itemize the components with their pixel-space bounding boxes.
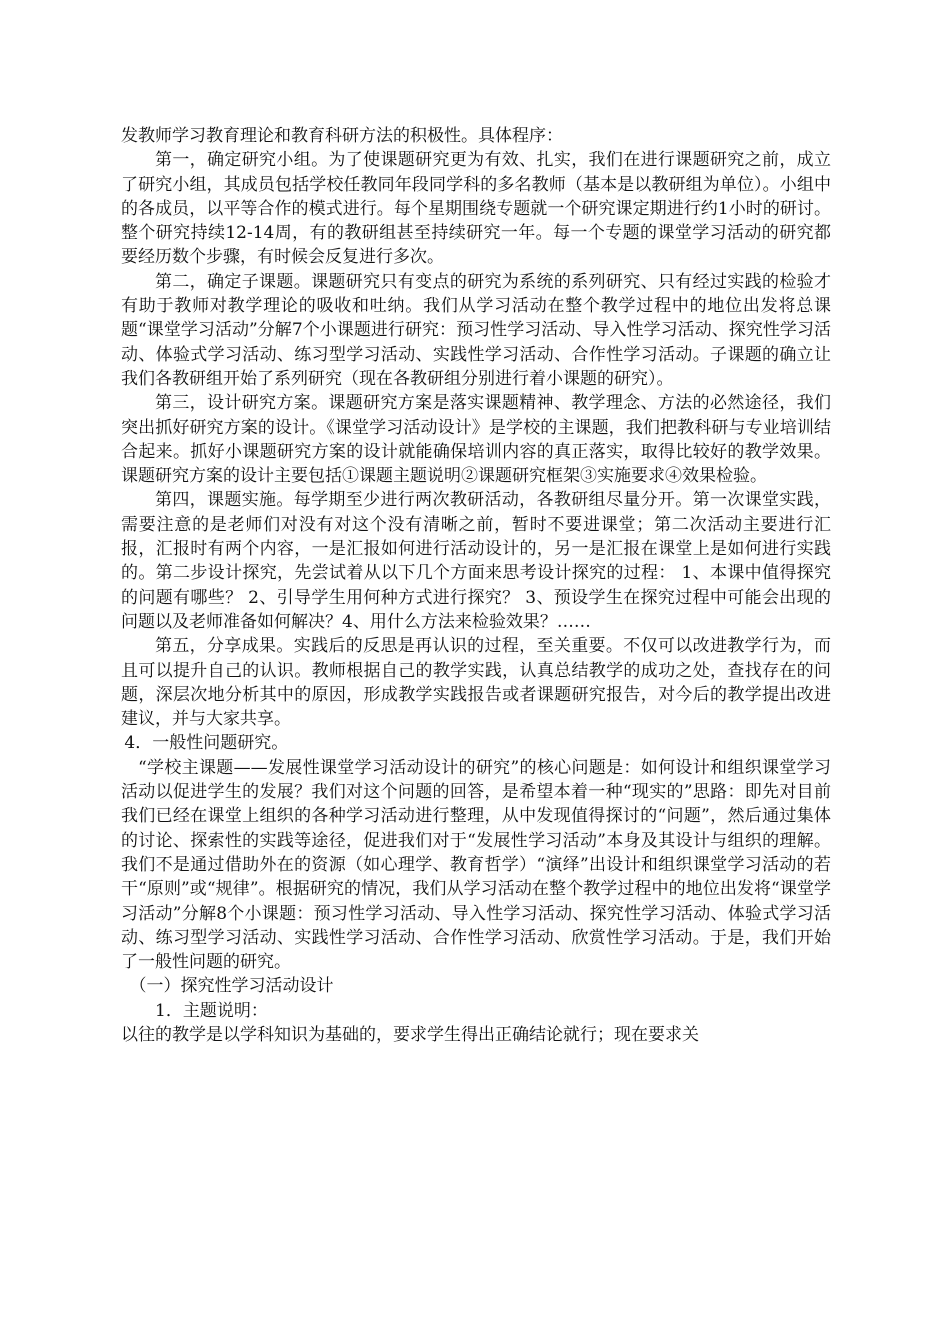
section-heading-general-research: 4．一般性问题研究。 [124, 733, 289, 754]
paragraph-core-question: “学校主课题——发展性课堂学习活动设计的研究”的核心问题是：如何设计和组织课堂学习活动以促进学生的发展？我们对这个问题的回答，是希望本着一种“现实的”思路：即先对目前我们已经在课堂上组织的各种学习活动进行整理，从中发现值得探讨的“问题”，然后通过集体的讨论、探索性的实践等途径，促进我们对于“发展性学习活动”本身及其设计与组织的理解。我们不是通过借助外在的资源（如心理学、教育哲学）“演绎”出设计和组织课堂学习活动的若干“原则”或“规律”。根据研究的情况，我们从学习活动在整个教学过程中的地位出发将“课堂学习活动”分解8个小课题：预习性学习活动、导入性学习活动、探究性学习活动、体验式学习活动、练习型学习活动、实践性学习活动、合作性学习活动、欣赏性学习活动。于是，我们开始了一般性问题的研究。 [121, 757, 831, 973]
paragraph-step-four: 第四，课题实施。每学期至少进行两次教研活动，各教研组尽量分开。第一次课堂实践，需要注意的是老师们对没有对这个没有清晰之前，暂时不要进课堂；第二次活动主要进行汇报，汇报时有两个内容，一是汇报如何进行活动设计的，另一是汇报在课堂上是如何进行实践的。第二步设计探究，先尝试着从以下几个方面来思考设计探究的过程： 1、本课中值得探究的问题有哪些？ 2、引导学生用何种方式进行探究？ 3、预设学生在探究过程中可能会出现的问题以及老师准备如何解决？4、用什么方法来检验效果？…… [121, 490, 831, 632]
item-heading-topic-explanation: 1．主题说明： [155, 1000, 268, 1021]
paragraph-step-two: 第二，确定子课题。课题研究只有变点的研究为系统的系列研究、只有经过实践的检验才有助于教师对教学理论的吸收和吐纳。我们从学习活动在整个教学过程中的地位出发将总课题“课堂学习活动”分解7个小课题进行研究：预习性学习活动、导入性学习活动、探究性学习活动、体验式学习活动、练习型学习活动、实践性学习活动、合作性学习活动。子课题的确立让我们各教研组开始了系列研究（现在各教研组分别进行着小课题的研究）。 [121, 271, 831, 389]
paragraph-step-one: 第一，确定研究小组。为了使课题研究更为有效、扎实，我们在进行课题研究之前，成立了研究小组，其成员包括学校任教同年段同学科的多名教师（基本是以教研组为单位）。小组中的各成员，以平等合作的模式进行。每个星期围绕专题就一个研究课定期进行约1小时的研讨。整个研究持续12-14周，有的教研组甚至持续研究一年。每一个专题的课堂学习活动的研究都要经历数个步骤，有时候会反复进行多次。 [121, 150, 831, 268]
subsection-heading-inquiry-activity: （一）探究性学习活动设计 [129, 976, 334, 997]
paragraph-intro-continuation: 发教师学习教育理论和教育科研方法的积极性。具体程序： [121, 126, 563, 146]
paragraph-step-five: 第五，分享成果。实践后的反思是再认识的过程，至关重要。不仅可以改进教学行为，而且可以提升自己的认识。教师根据自己的教学实践，认真总结教学的成功之处，查找存在的问题，深层次地分析其中的原因，形成教学实践报告或者课题研究报告，对今后的教学提出改进建议，并与大家共享。 [121, 636, 831, 730]
paragraph-step-three: 第三，设计研究方案。课题研究方案是落实课题精神、教学理念、方法的必然途径，我们突出抓好研究方案的设计。《课堂学习活动设计》是学校的主课题，我们把教科研与专业培训结合起来。抓好小课题研究方案的设计就能确保培训内容的真正落实，取得比较好的教学效果。课题研究方案的设计主要包括①课题主题说明②课题研究框架③实施要求④效果检验。 [121, 393, 831, 487]
document-body [121, 124, 831, 1047]
paragraph-topic-explanation-start: 以往的教学是以学科知识为基础的，要求学生得出正确结论就行；现在要求关 [121, 1024, 699, 1045]
